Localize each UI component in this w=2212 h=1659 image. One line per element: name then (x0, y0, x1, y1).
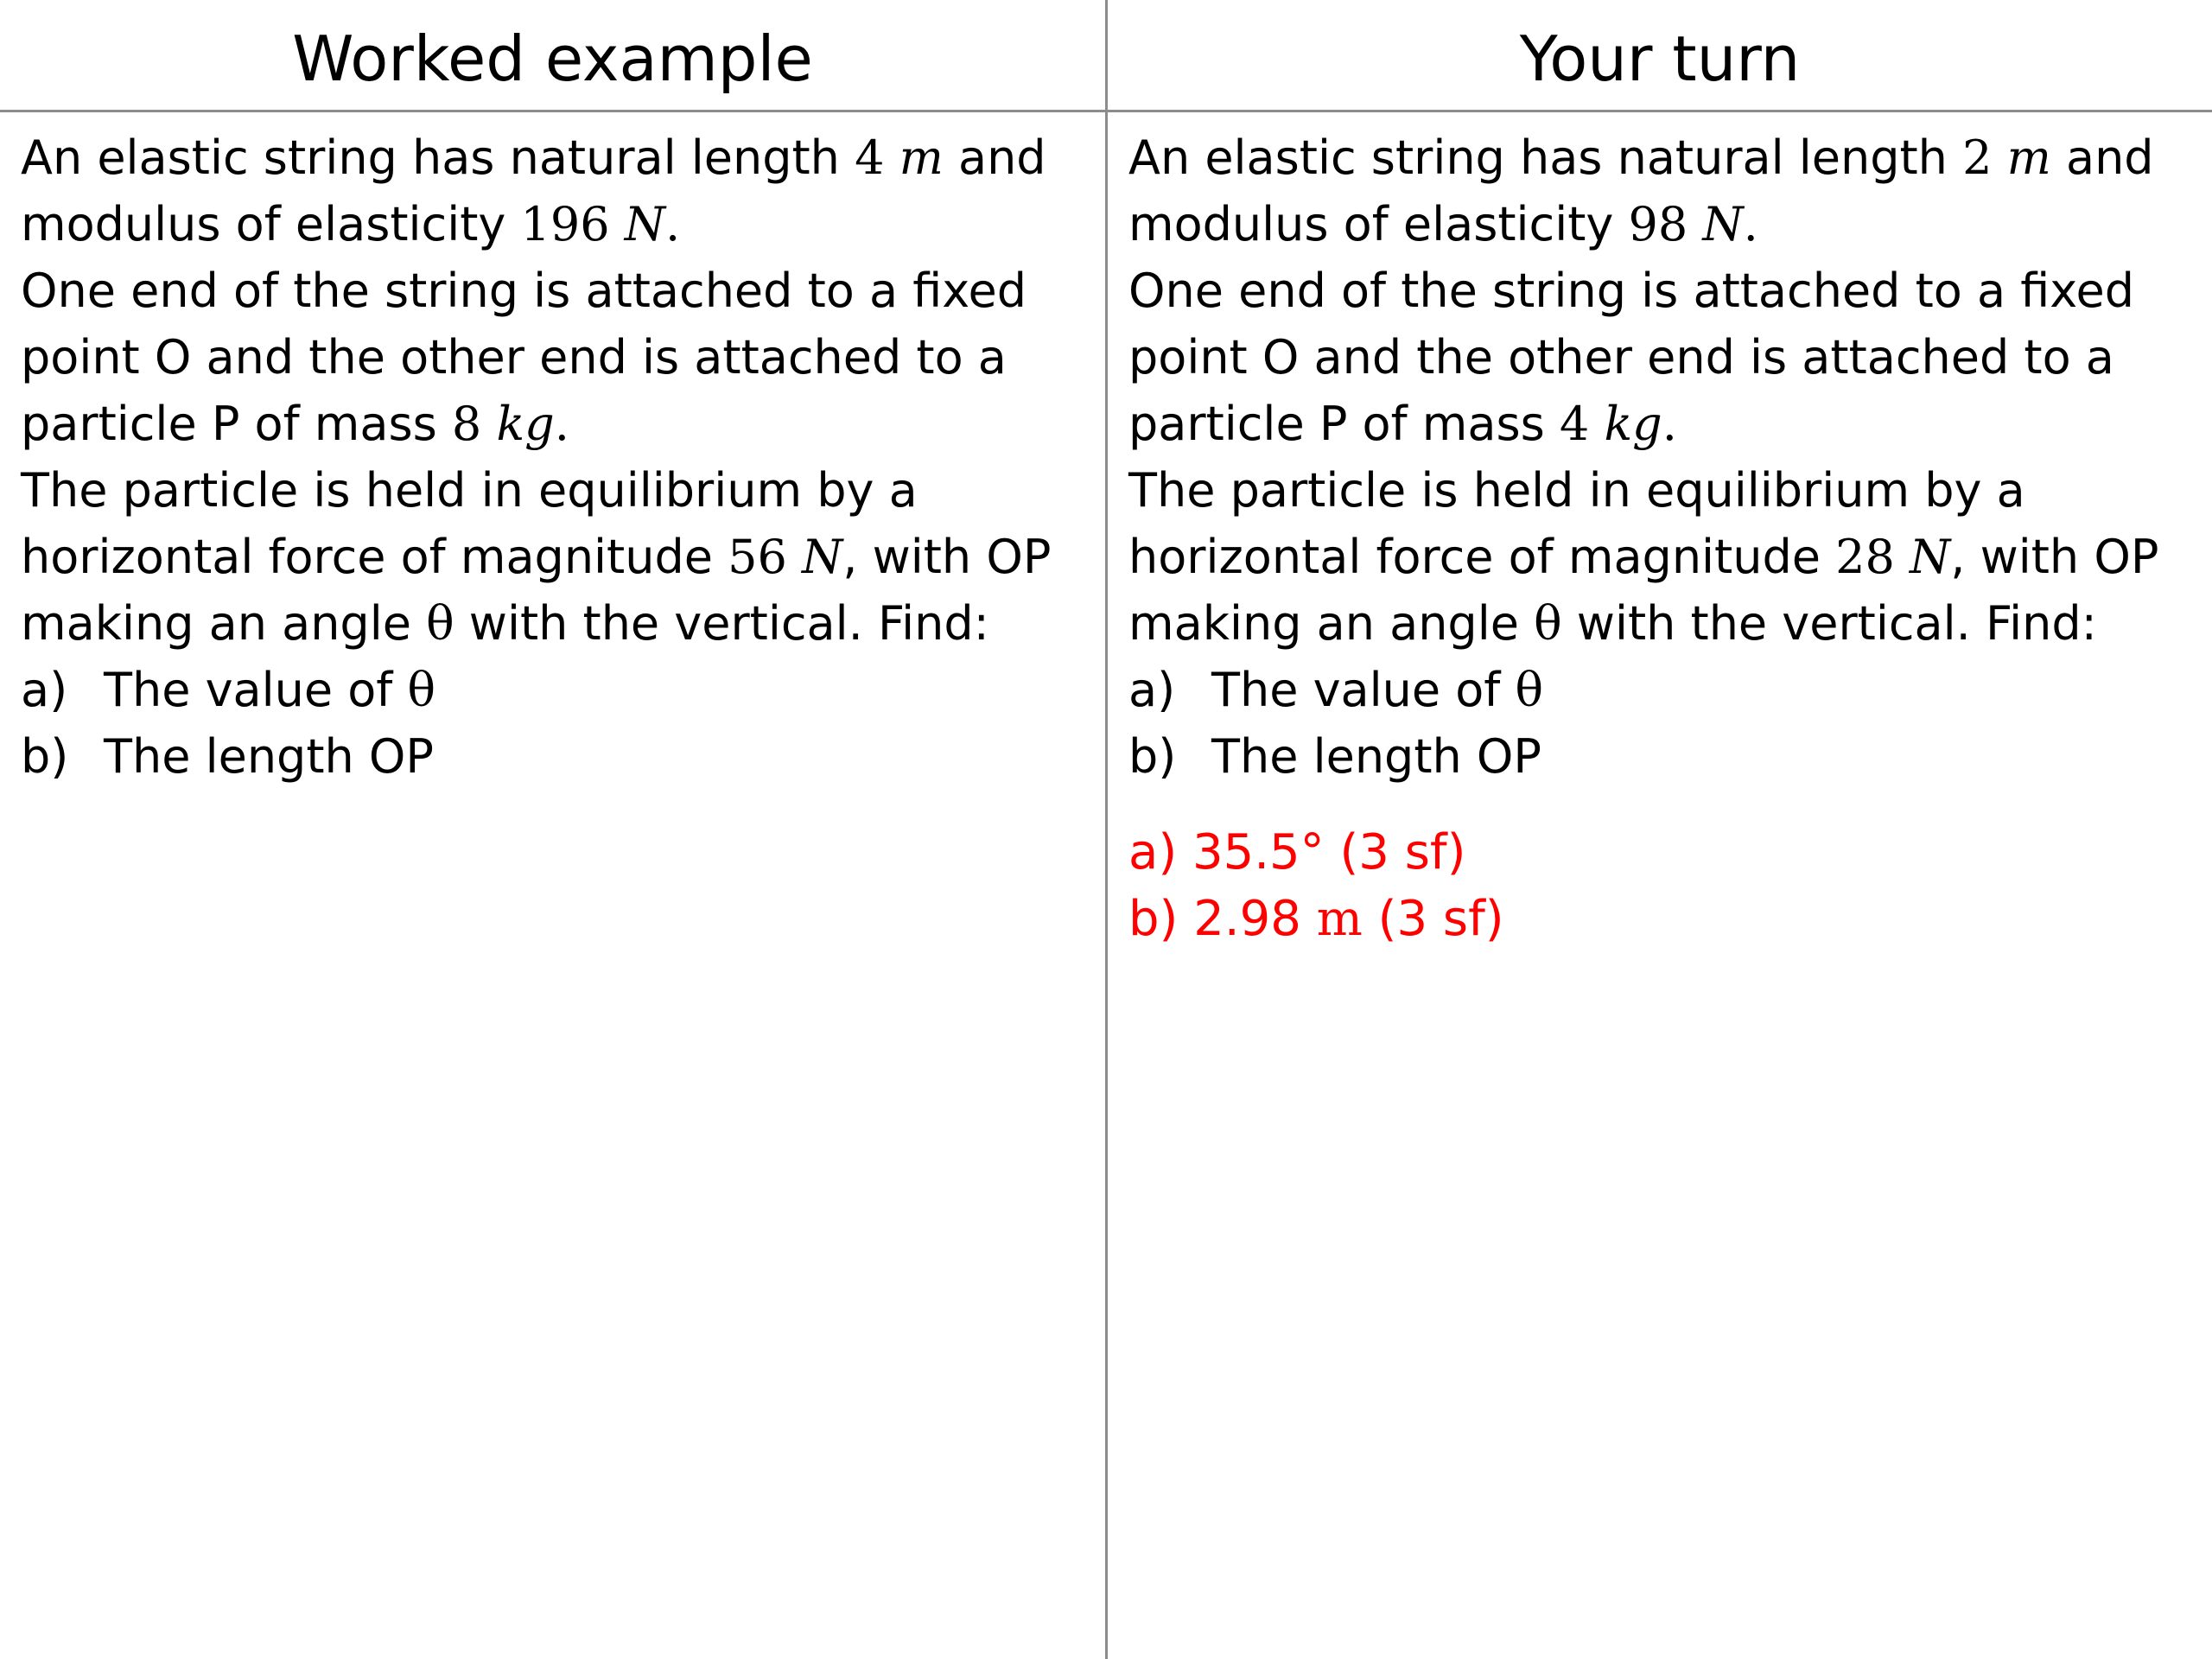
problem-line: particle P of mass 4 kg. (1128, 397, 1677, 451)
worked-example-problem (21, 124, 1092, 790)
problem-line: One end of the string is attached to a fixed (1128, 264, 2135, 318)
theta-symbol: θ (426, 596, 454, 651)
math-expression: 196 N. (520, 197, 681, 251)
problem-line: An elastic string has natural length 4 m and (21, 130, 1046, 185)
math-expression: 98 N. (1628, 197, 1758, 251)
math-expression: 4 kg. (1559, 397, 1677, 451)
question-part-a: a) The value of θ (21, 663, 435, 717)
math-expression: 56 N (728, 530, 843, 584)
math-expression: 8 kg. (451, 397, 569, 451)
problem-line: modulus of elasticity 196 N. (21, 197, 681, 251)
answer-b: b) 2.98 m (3 sf) (1128, 891, 1504, 947)
theta-symbol: θ (407, 663, 435, 717)
theta-symbol: θ (1534, 596, 1562, 651)
problem-line: modulus of elasticity 98 N. (1128, 197, 1758, 251)
theta-symbol: θ (1515, 663, 1543, 717)
problem-line: horizontal force of magnitude 56 N, with OP (21, 530, 1052, 584)
problem-line: making an angle θ with the vertical. Find: (21, 596, 989, 651)
problem-line: point O and the other end is attached to a (21, 330, 1007, 385)
column-divider (1105, 0, 1108, 1659)
worked-example-title: Worked example (292, 22, 813, 95)
problem-line: An elastic string has natural length 2 m and (1128, 130, 2154, 185)
problem-line: particle P of mass 8 kg. (21, 397, 569, 451)
math-expression: 28 N (1835, 530, 1951, 584)
problem-line: horizontal force of magnitude 28 N, with OP (1128, 530, 2159, 584)
problem-line: One end of the string is attached to a fixed (21, 264, 1027, 318)
header-divider (0, 110, 2212, 112)
question-part-b: b) The length OP (21, 729, 434, 784)
problem-line: making an angle θ with the vertical. Find: (1128, 596, 2097, 651)
your-turn-title: Your turn (1519, 22, 1801, 95)
problem-line: The particle is held in equilibrium by a (21, 463, 918, 518)
your-turn-problem (1128, 124, 2200, 790)
math-expression: 2 m (1962, 130, 2051, 185)
answer-a: a) 35.5° (3 sf) (1128, 824, 1466, 880)
problem-line: point O and the other end is attached to a (1128, 330, 2114, 385)
problem-line: The particle is held in equilibrium by a (1128, 463, 2025, 518)
math-expression: 4 m (855, 130, 944, 185)
question-part-a: a) The value of θ (1128, 663, 1543, 717)
question-part-b: b) The length OP (1128, 729, 1541, 784)
answers-block (1128, 819, 1504, 952)
